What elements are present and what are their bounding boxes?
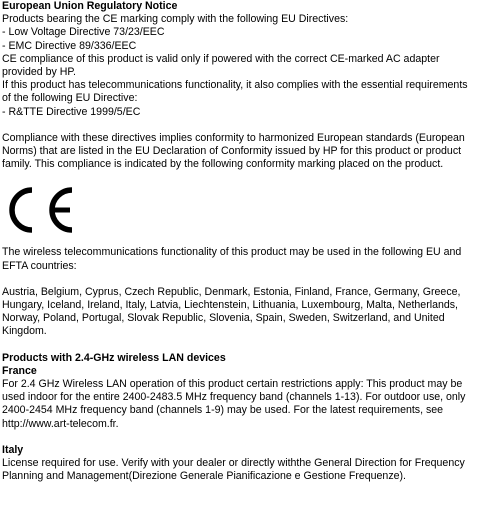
spacer [2, 431, 477, 444]
eu-notice-title: European Union Regulatory Notice [2, 0, 178, 12]
ce-mark-icon [6, 185, 76, 235]
france-text: For 2.4 GHz Wireless LAN operation of this product certain restrictions apply: This product may be used indoor for the entire 2400-2483.5 MHz frequency band (channels 1-13). For outdoor use, only 2400-2454 MHz frequency band (channels 1-9) may be used. For the latest requirements, see http://www.art-telecom.fr. [2, 378, 466, 430]
spacer [2, 273, 477, 286]
telecom-text: If this product has telecommunications functionality, it also complies with the essential requirements of the following EU Directive: [2, 79, 468, 105]
spacer [2, 119, 477, 132]
telecom-directive-item: - R&TTE Directive 1999/5/EC [2, 105, 141, 118]
eu-notice-intro: Products bearing the CE marking comply with the following EU Directives: [2, 13, 349, 26]
spacer [2, 235, 477, 246]
spacer [2, 339, 477, 352]
wlan-section-title: Products with 2.4-GHz wireless LAN devices [2, 351, 226, 364]
france-heading: France [2, 364, 37, 377]
conformity-text: Compliance with these directives implies conformity to harmonized European standards (European Norms) that are listed in the EU Declaration of Conformity issued by HP for this product or product family. This compliance is indicated by the following conformity marking placed on the product. [2, 131, 465, 171]
italy-text: License required for use. Verify with your dealer or directly withthe General Direction for Frequency Planning and Management(Direzione Generale Pianificazione e Gestione Frequenze). [2, 457, 465, 483]
wireless-intro: The wireless telecommunications functionality of this product may be used in the following EU and EFTA countries: [2, 246, 462, 272]
country-list: Austria, Belgium, Cyprus, Czech Republic, Denmark, Estonia, Finland, France, Germany, Greece, Hungary, Iceland, Ireland, Italy, Latvia, Liechtenstein, Lithuania, Luxembourg, Malta, Netherlands, Norway, Poland, Portugal, Slovak Republic, Slovenia, Spain, Sweden, Switzerland, and United Kingdom. [2, 285, 461, 338]
italy-heading: Italy [2, 443, 24, 456]
directive-item: - EMC Directive 89/336/EEC [2, 39, 137, 52]
ce-compliance-text: CE compliance of this product is valid only if powered with the correct CE-marked AC adapter provided by HP. [2, 52, 440, 79]
directive-item: - Low Voltage Directive 73/23/EEC [2, 26, 165, 39]
